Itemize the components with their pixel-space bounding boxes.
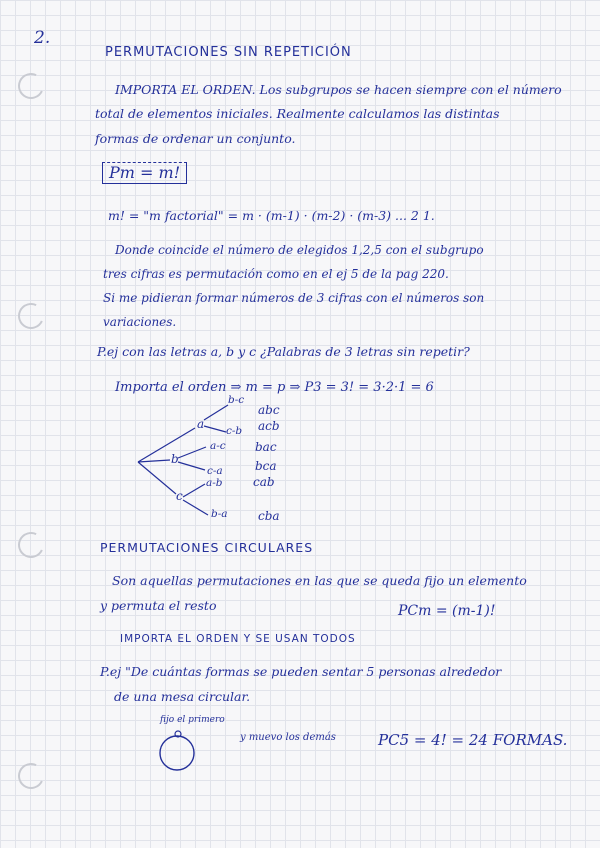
- note-line: Si me pidieran formar números de 3 cifras con el números son: [103, 291, 485, 305]
- tree-node-b: b: [171, 452, 179, 466]
- note-line: variaciones.: [103, 315, 177, 329]
- tree-branch-label: c-a: [207, 465, 223, 477]
- fixed-label: fijo el primero: [160, 715, 225, 725]
- move-label: y muevo los demás: [240, 732, 336, 743]
- tree-result: bac: [255, 440, 277, 454]
- importa-orden-line: Importa el orden ⇒ m = p ⇒ P3 = 3! = 3·2·1 = 6: [115, 380, 434, 395]
- circular-formula: PCm = (m-1)!: [398, 603, 496, 619]
- tree-result: cba: [258, 509, 280, 523]
- circular-example-line: de una mesa circular.: [114, 689, 251, 704]
- definition-line: IMPORTA EL ORDEN. Los subgrupos se hacen siempre con el número: [115, 82, 562, 97]
- section-title-permutaciones-circulares: PERMUTACIONES CIRCULARES: [100, 540, 314, 555]
- round-table-circle: [160, 736, 194, 770]
- tree-branch-label: a-b: [206, 477, 223, 489]
- tree-result: cab: [253, 475, 275, 489]
- circular-result: PC5 = 4! = 24 FORMAS.: [378, 731, 568, 749]
- tree-branch-label: c-b: [226, 425, 243, 437]
- tree-result: bca: [255, 459, 277, 473]
- example-letters: P.ej con las letras a, b y c ¿Palabras de 3 letras sin repetir?: [97, 344, 470, 359]
- tree-branch-label: b-a: [211, 508, 228, 520]
- tree-branch-label: b-c: [228, 394, 245, 406]
- tree-node-c: c: [176, 489, 183, 503]
- circular-definition-line: Son aquellas permutaciones en las que se queda fijo un elemento: [112, 573, 527, 588]
- section-title-permutaciones-sin-repeticion: PERMUTACIONES SIN REPETICIÓN: [105, 45, 352, 60]
- factorial-definition: m! = "m factorial" = m · (m-1) · (m-2) · (m-3) ... 2 1.: [108, 208, 435, 223]
- circular-example-line: P.ej "De cuántas formas se pueden sentar 5 personas alrededor: [100, 664, 502, 679]
- definition-line: formas de ordenar un conjunto.: [95, 131, 296, 146]
- page-number: 2.: [34, 28, 51, 48]
- circular-definition-line: y permuta el resto: [100, 598, 217, 613]
- tree-branch-label: a-c: [210, 440, 226, 452]
- importa-orden-todos: IMPORTA EL ORDEN Y SE USAN TODOS: [120, 633, 356, 645]
- tree-result: abc: [258, 403, 280, 417]
- note-line: tres cifras es permutación como en el ej 5 de la pag 220.: [103, 267, 449, 281]
- tree-result: acb: [258, 419, 280, 433]
- tree-node-a: a: [197, 417, 205, 431]
- definition-line: total de elementos iniciales. Realmente calculamos las distintas: [95, 106, 500, 121]
- note-line: Donde coincide el número de elegidos 1,2,5 con el subgrupo: [115, 243, 484, 257]
- permutation-formula-box: Pm = m!: [102, 162, 187, 184]
